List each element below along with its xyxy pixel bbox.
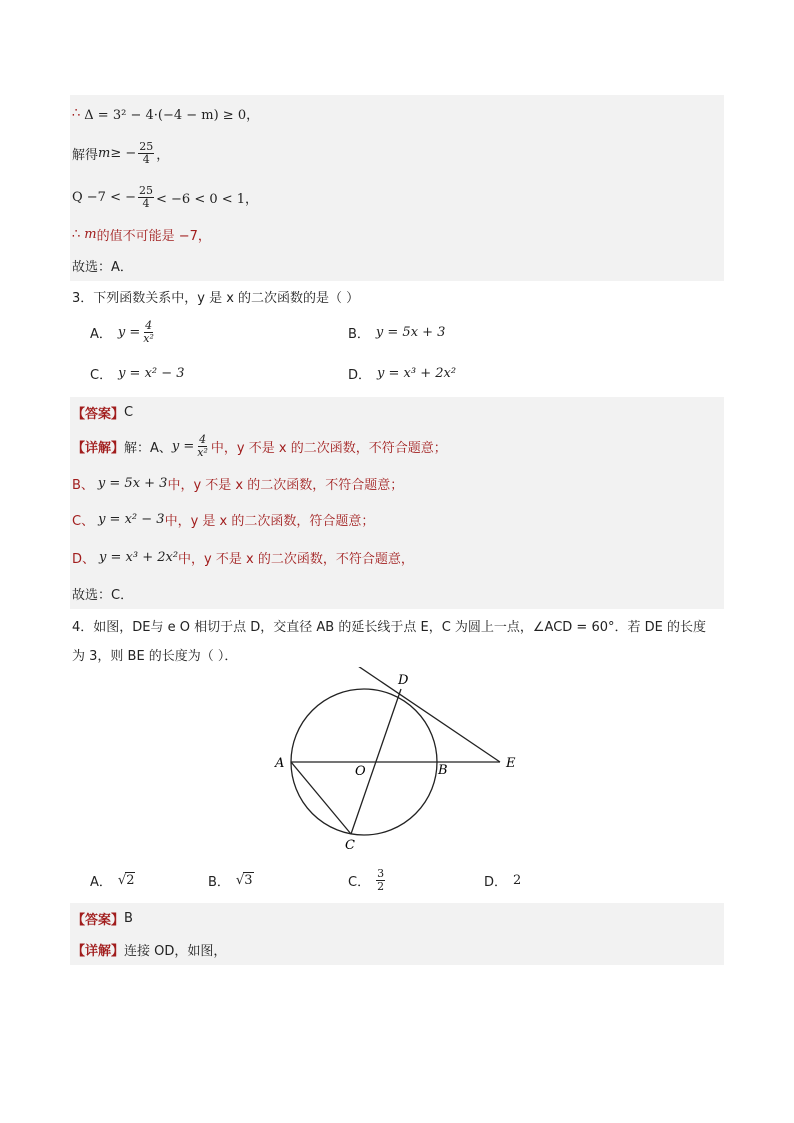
question-4-answer: 【答案】 B xyxy=(70,903,724,933)
option-d[interactable]: D． 2 xyxy=(484,872,522,890)
question-4-figure xyxy=(70,667,724,857)
solution-line-choice: 故选：A． xyxy=(70,249,724,281)
question-3-detail-a: 【详解】 解：A、 y = $\frac{4}{\text{x²}}$ 中，y 不是 x 的二次函数，不符合题意； xyxy=(70,427,724,465)
option-b[interactable]: B． √ 3 xyxy=(208,872,253,890)
label-o: O xyxy=(355,764,366,779)
label-e: E xyxy=(506,756,516,771)
label-a: A xyxy=(275,756,285,771)
option-b[interactable]: B． y = 5x + 3 xyxy=(348,324,446,342)
question-4-options xyxy=(70,857,724,903)
fraction: $\frac{3}{2}$ xyxy=(377,866,385,893)
question-4-stem-line2: 为 3，则 BE 的长度为（ ）． xyxy=(72,648,238,664)
label-b: B xyxy=(438,763,448,778)
circle-tangent-diagram xyxy=(70,667,724,857)
fraction: $\frac{25}{4}$ xyxy=(139,183,154,210)
label-c: C xyxy=(345,838,355,853)
fraction: $\frac{4}{\text{x²}}$ xyxy=(197,432,208,459)
question-3-detail-b: B、 y = 5x + 3 中，y 不是 x 的二次函数，不符合题意； xyxy=(70,465,724,501)
sqrt-symbol: √ xyxy=(117,872,127,888)
solution-line-conclusion: ∴ m 的值不可能是 −7， xyxy=(70,219,724,249)
question-3-detail-d: D、 y = x³ + 2x² 中，y 不是 x 的二次函数，不符合题意， xyxy=(70,537,724,577)
question-3-answer: 【答案】 C xyxy=(70,397,724,427)
solution-line-solve: 解得 m ≥ − $\frac{25}{4}$ ， xyxy=(70,131,724,175)
fraction: $\frac{4}{\text{x²}}$ xyxy=(143,318,154,345)
question-3-choice: 故选：C． xyxy=(70,577,724,609)
document-page xyxy=(70,95,724,965)
option-a[interactable]: A． y = $\frac{4}{\text{x²}}$ xyxy=(90,318,154,345)
question-3-options-row2 xyxy=(70,353,724,393)
question-3-stem: 3．下列函数关系中，y 是 x 的二次函数的是（ ） xyxy=(72,290,360,306)
solution-line-discriminant: ∴ Δ = 3² − 4·(−4 − m) ≥ 0， xyxy=(70,95,724,131)
option-c[interactable]: C． y = x² − 3 xyxy=(90,365,185,383)
question-4-detail: 【详解】 连接 OD，如图， xyxy=(70,933,724,965)
option-c[interactable]: C． $\frac{3}{2}$ xyxy=(348,866,385,893)
question-4-stem-line1: 4．如图，DE与 e O 相切于点 D，交直径 AB 的延长线于点 E，C 为圆上一点，∠ACD = 60°．若 DE 的长度 xyxy=(72,619,706,635)
question-3-detail-c: C、 y = x² − 3 中，y 是 x 的二次函数，符合题意； xyxy=(70,501,724,537)
solution-line-range: Q −7 < − $\frac{25}{4}$ < −6 < 0 < 1， xyxy=(70,175,724,219)
sqrt-symbol: √ xyxy=(235,872,245,888)
label-d: D xyxy=(398,673,409,688)
fraction: $\frac{25}{4}$ xyxy=(139,139,154,166)
tangent-line-de xyxy=(355,667,500,762)
option-a[interactable]: A． √ 2 xyxy=(90,872,135,890)
question-3-options-row1 xyxy=(70,311,724,353)
option-d[interactable]: D． y = x³ + 2x² xyxy=(348,365,457,383)
